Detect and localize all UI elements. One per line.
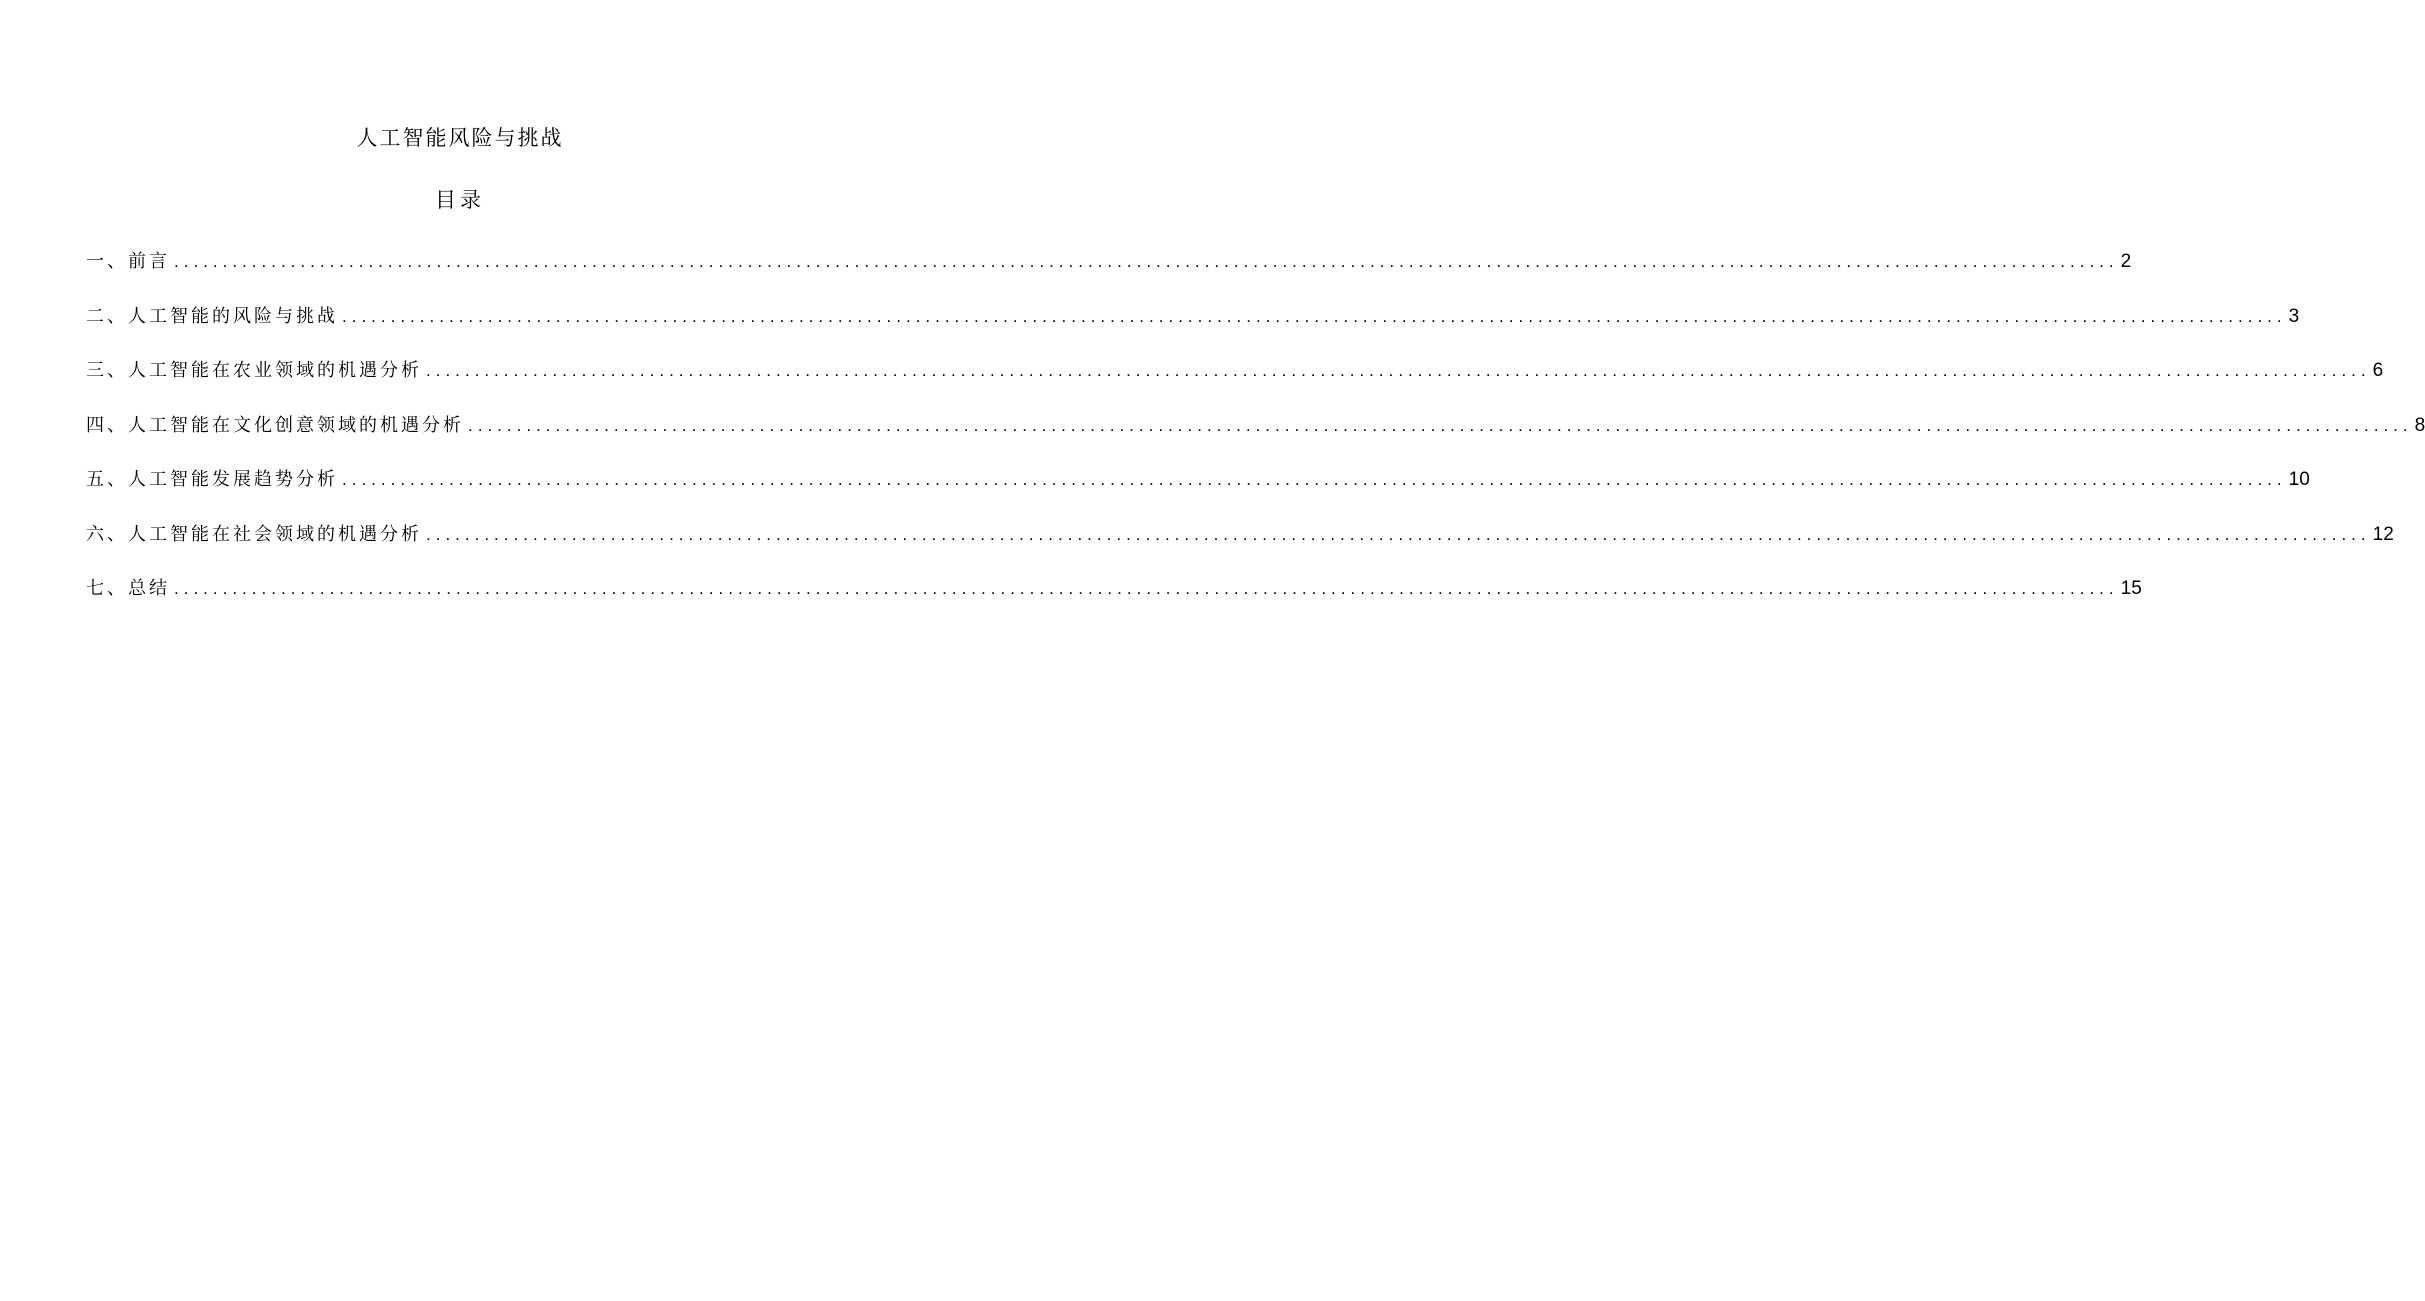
toc-dot-leader: ........................................................................................................................................................................................................ [174,579,2119,598]
toc-entry-label: 一、前言 [86,251,170,272]
toc-entry[interactable] [86,573,2142,628]
toc-dot-leader: ........................................................................................................................................................................................................ [174,252,2119,271]
toc-entry[interactable] [86,355,2384,410]
toc-entry-label: 五、人工智能发展趋势分析 [86,469,338,490]
toc-dot-leader: ........................................................................................................................................................................................................ [426,361,2371,380]
toc-entry[interactable] [86,519,2394,574]
table-of-contents [86,246,2425,628]
toc-dot-leader: ........................................................................................................................................................................................................ [426,524,2371,544]
toc-dot-leader: ........................................................................................................................................................................................................ [468,415,2413,435]
toc-entry-label: 七、总结 [86,578,170,599]
toc-page-number: 15 [2120,578,2142,599]
document-title: 人工智能风险与挑战 [356,126,564,150]
toc-page-number: 2 [2120,251,2132,272]
toc-page-number: 3 [2288,305,2300,327]
toc-page-number: 12 [2372,523,2394,545]
toc-entry-label: 二、人工智能的风险与挑战 [86,305,338,327]
toc-page-number: 6 [2372,360,2384,381]
toc-entry[interactable] [86,464,2310,519]
toc-entry-label: 六、人工智能在社会领域的机遇分析 [86,523,422,545]
toc-page-number: 10 [2288,469,2310,490]
toc-dot-leader: ........................................................................................................................................................................................................ [342,470,2287,489]
toc-entry[interactable] [86,246,2132,301]
toc-heading: 目录 [435,188,485,212]
toc-dot-leader: ........................................................................................................................................................................................................ [342,306,2287,326]
toc-entry-label: 三、人工智能在农业领域的机遇分析 [86,360,422,381]
toc-entry-label: 四、人工智能在文化创意领域的机遇分析 [86,414,464,436]
toc-page-number: 8 [2414,414,2425,436]
toc-entry[interactable] [86,410,2425,465]
toc-entry[interactable] [86,301,2300,356]
